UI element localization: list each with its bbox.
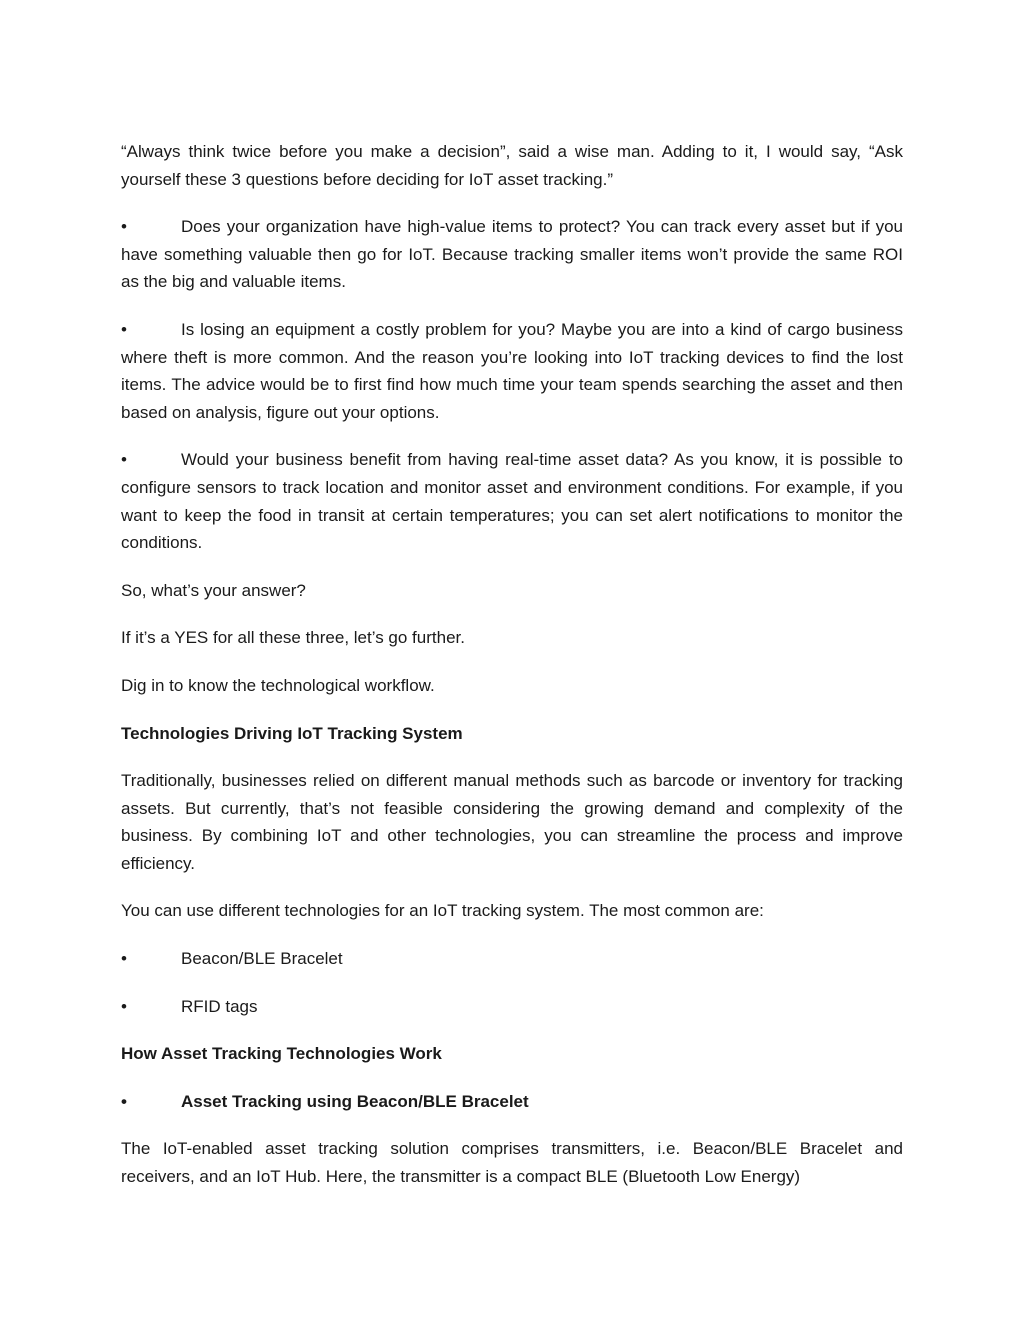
traditional-methods-paragraph: Traditionally, businesses relied on different manual methods such as barcode or inventory for tracking assets. But currently, that’s not feasible considering the growing demand and complexity of the business. By combining IoT and other technologies, you can streamline the process and improve efficiency. (121, 771, 903, 873)
dig-in-paragraph: Dig in to know the technological workflow. (121, 675, 435, 695)
bullet-marker: • (121, 217, 127, 237)
bullet-text: Does your organization have high-value items to protect? You can track every asset but if you have something valuable then go for IoT. Because tracking smaller items won’t provide the same ROI as the big and valuable items. (121, 217, 903, 292)
intro-paragraph: “Always think twice before you make a decision”, said a wise man. Adding to it, I would say, “Ask yourself these 3 questions before deciding for IoT asset tracking.” (121, 142, 903, 189)
bullet-text: Asset Tracking using Beacon/BLE Bracelet (181, 1091, 529, 1111)
bullet-text: RFID tags (181, 996, 258, 1016)
bullet-text: Is losing an equipment a costly problem for you? Maybe you are into a kind of cargo business where theft is more common. And the reason you’re looking into IoT tracking devices to find the lost items. The advice would be to first find how much time your team spends searching the asset and then based on analysis, figure out your options. (121, 319, 903, 422)
document-page (121, 138, 903, 1211)
subheading-bullet-beacon (121, 1088, 903, 1116)
question-bullet-1 (121, 213, 903, 296)
bullet-marker: • (121, 319, 127, 339)
bullet-marker: • (121, 1091, 127, 1111)
section-heading-technologies: Technologies Driving IoT Tracking System (121, 723, 463, 743)
section-heading-how-it-works: How Asset Tracking Technologies Work (121, 1044, 442, 1064)
tech-bullet-beacon (121, 945, 903, 973)
bullet-text: Would your business benefit from having real-time asset data? As you know, it is possible to configure sensors to track location and monitor asset and environment conditions. For example, if you want to keep the food in transit at certain temperatures; you can set alert notifications to monitor the conditions. (121, 450, 903, 553)
question-bullet-2 (121, 316, 903, 426)
bullet-text: Beacon/BLE Bracelet (181, 949, 343, 969)
tech-bullet-rfid (121, 993, 903, 1021)
technologies-intro-paragraph: You can use different technologies for an IoT tracking system. The most common are: (121, 901, 764, 921)
bullet-marker: • (121, 996, 127, 1016)
question-bullet-3 (121, 446, 903, 556)
bullet-marker: • (121, 450, 127, 470)
answer-question-paragraph: So, what’s your answer? (121, 580, 306, 600)
bullet-marker: • (121, 949, 127, 969)
yes-paragraph: If it’s a YES for all these three, let’s go further. (121, 628, 465, 648)
beacon-description-paragraph: The IoT-enabled asset tracking solution comprises transmitters, i.e. Beacon/BLE Bracelet and receivers, and an IoT Hub. Here, the transmitter is a compact BLE (Bluetooth Low Energy) (121, 1139, 903, 1187)
